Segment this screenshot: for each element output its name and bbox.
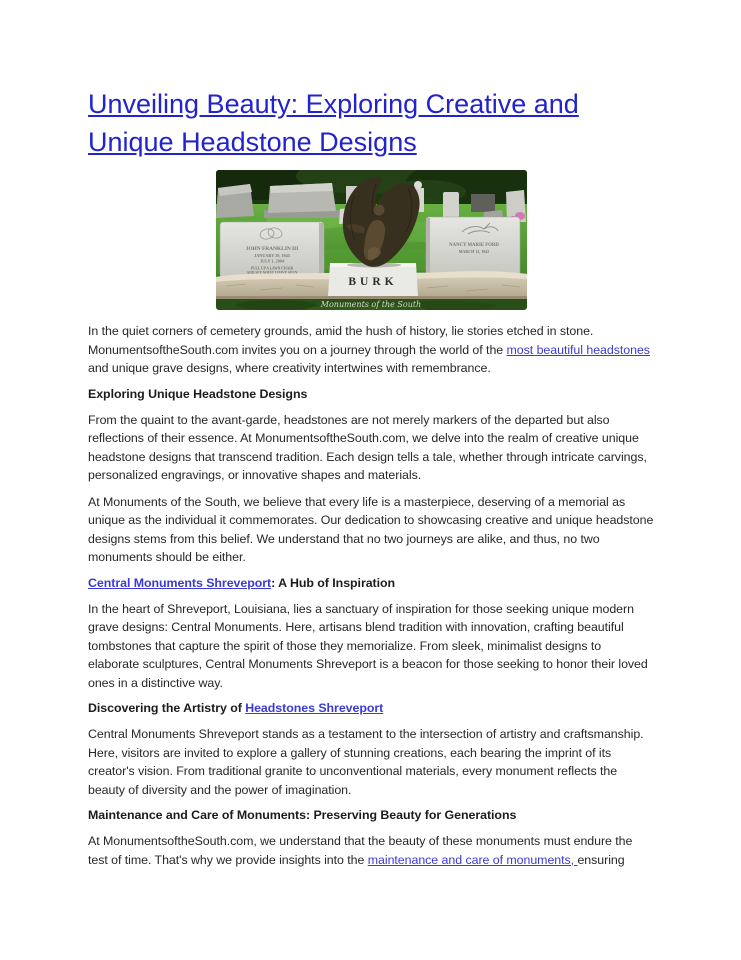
text-run: and unique grave designs, where creativity intertwines with remembrance. [88, 361, 491, 375]
heading-link[interactable]: Central Monuments Shreveport [88, 575, 272, 590]
right-headstone-name: NANCY MARIE FORD [448, 243, 499, 248]
left-headstone-date1: JANUARY 20, 1945 [253, 253, 290, 258]
paragraph [88, 832, 654, 869]
statue-base-name: BURK [347, 276, 398, 288]
section-heading [88, 386, 654, 403]
text-run: Central Monuments Shreveport stands as a testament to the intersection of artistry and craftsmanship. Here, visitors are invited to explore a gallery of stunning creations, each bearing the imprint of its creator's vision. From traditional granite to unconventional materials, every monument reflects the beauty of diversity and the power of imagination. [88, 727, 644, 797]
statue-base [328, 263, 418, 297]
paragraph [88, 322, 654, 378]
paragraph [88, 600, 654, 693]
inline-link[interactable]: most beautiful headstones [506, 342, 650, 357]
cemetery-photo [216, 170, 527, 310]
left-headstone-epitaph1: PULL UP A LAWN CHAIR [250, 266, 293, 271]
paragraph [88, 493, 654, 567]
text-run: At MonumentsoftheSouth.com, we understand that the beauty of these monuments must endure the test of time. That's why we provide insights into the [88, 834, 633, 867]
section-heading [88, 700, 654, 717]
section-heading [88, 807, 654, 824]
left-headstone-name: JOHN FRANKLIN III [245, 246, 298, 252]
right-headstone-date: MARCH 12, 1942 [458, 249, 489, 254]
inline-link[interactable]: maintenance and care of monuments, [367, 852, 578, 867]
text-run: In the quiet corners of cemetery grounds, amid the hush of history, lie stories etched in stone. MonumentsoftheSouth.com invites you on a journey through the world of the [88, 324, 594, 357]
heading-link[interactable]: Headstones Shreveport [245, 701, 384, 715]
text-run: Maintenance and Care of Monuments: Preserving Beauty for Generations [88, 808, 517, 822]
text-run: Exploring Unique Headstone Designs [88, 386, 308, 401]
article-title-link[interactable]: Unveiling Beauty: Exploring Creative and Unique Headstone Designs [88, 89, 579, 157]
text-run: From the quaint to the avant-garde, headstones are not merely markers of the departed but also reflections of their essence. At MonumentsoftheSouth.com, we delve into the realm of creative unique headstone designs that transcend tradition. Each design tells a tale, whether through intricate carvings, personalized engravings, or innovative shapes and materials. [88, 412, 647, 482]
text-run: At Monuments of the South, we believe that every life is a masterpiece, deserving of a memorial as unique as the individual it commemorates. Our dedication to showcasing creative and unique headstone designs stems from this belief. We understand that no two journeys are alike, and thus, no two monuments should be either. [88, 494, 654, 564]
document-content [88, 85, 654, 877]
paragraph [88, 725, 654, 799]
paragraph [88, 411, 654, 485]
text-run: In the heart of Shreveport, Louisiana, lies a sanctuary of inspiration for those seeking unique modern grave designs: Central Monuments. Here, artisans blend tradition with innovation, crafting beautiful tombstones that capture the spirit of those they memorialize. From sleek, minimalist designs to elaborate sculptures, Central Monuments Shreveport is a beacon for those seeking to honor their loved ones in a distinctive way. [88, 601, 648, 690]
article-body [88, 322, 654, 869]
cemetery-photo-svg [216, 170, 527, 310]
text-run: : A Hub of Inspiration [271, 575, 396, 590]
right-headstone [426, 217, 520, 277]
text-run: Discovering the Artistry of [88, 701, 246, 715]
left-headstone-epitaph2: AND SEE WHAT I HAVE SEEN [246, 271, 297, 275]
left-headstone-date2: JULY 1, 2004 [259, 258, 284, 264]
section-heading [88, 575, 654, 592]
photo-watermark: Monuments of the South [320, 300, 421, 309]
left-headstone [220, 222, 324, 278]
text-run: ensuring [577, 852, 625, 867]
